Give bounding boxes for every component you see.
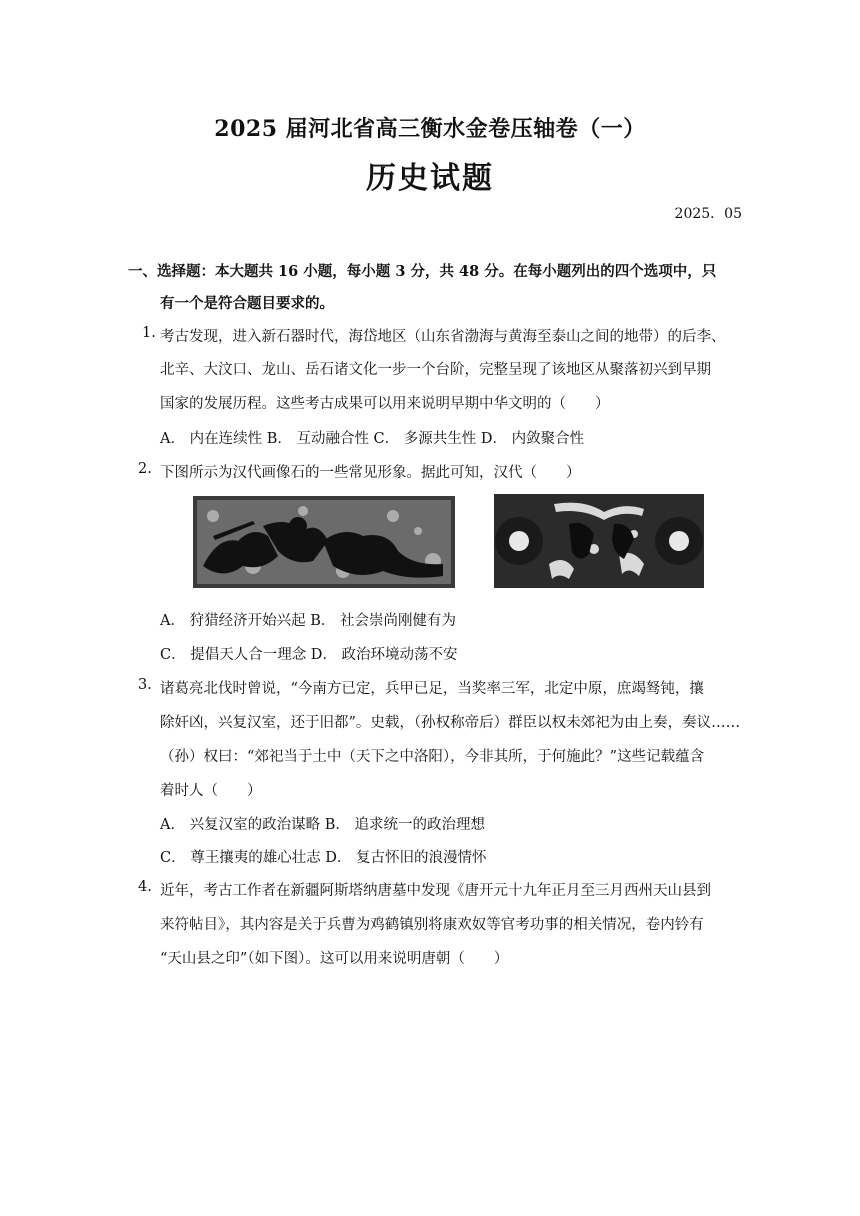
question-3-line1: 诸葛亮北伐时曾说，“今南方已定，兵甲已足，当奖率三军，北定中原，庶竭驽钝，攘 xyxy=(160,681,704,697)
question-3-options-line1: A． 兴复汉室的政治谋略 B． 追求统一的政治理想 xyxy=(160,817,485,833)
exam-subject-title: 历史试题 xyxy=(366,161,494,196)
question-4-number: 4. xyxy=(138,879,152,895)
section-heading-line1: 一、选择题：本大题共 16 小题，每小题 3 分，共 48 分。在每小题列出的四个选项中，只 xyxy=(128,263,717,280)
question-2-options-line2: C． 提倡天人合一理念 D． 政治环境动荡不安 xyxy=(160,647,458,663)
question-1-line2: 北辛、大汶口、龙山、岳石诸文化一步一个台阶，完整呈现了该地区从聚落初兴到早期 xyxy=(160,362,711,378)
question-2-line1: 下图所示为汉代画像石的一些常见形象。据此可知，汉代（ ） xyxy=(160,465,581,481)
section-heading-line2: 有一个是符合题目要求的。 xyxy=(160,295,334,312)
exam-title: 2025 届河北省高三衡水金卷压轴卷（一） xyxy=(214,116,646,142)
question-3-line4: 着时人（ ） xyxy=(160,783,262,799)
question-1-line1: 考古发现，进入新石器时代，海岱地区（山东省渤海与黄海至泰山之间的地带）的后李、 xyxy=(160,329,726,345)
question-1-options: A． 内在连续性 B． 互动融合性 C． 多源共生性 D． 内敛聚合性 xyxy=(160,431,585,447)
han-stone-relief-hunting-icon xyxy=(193,496,455,588)
section-heading xyxy=(128,256,738,320)
question-3-options-line2: C． 尊王攘夷的雄心壮志 D． 复古怀旧的浪漫情怀 xyxy=(160,850,487,866)
question-4-line1: 近年，考古工作者在新疆阿斯塔纳唐墓中发现《唐开元十九年正月至三月西州天山县到 xyxy=(160,883,711,899)
question-2-options-line1: A． 狩猎经济开始兴起 B． 社会崇尚刚健有为 xyxy=(160,613,456,629)
question-4-line3: “天山县之印”（如下图）。这可以用来说明唐朝（ ） xyxy=(160,951,509,967)
question-2-number: 2. xyxy=(138,461,152,477)
question-3-number: 3. xyxy=(138,677,152,693)
question-1-line3: 国家的发展历程。这些考古成果可以用来说明早期中华文明的（ ） xyxy=(160,396,610,412)
exam-date: 2025．05 xyxy=(674,206,742,222)
question-3-line3: （孙）权曰：“郊祀当于土中（天下之中洛阳），今非其所，于何施此？”这些记载蕴含 xyxy=(160,749,705,765)
question-1-number: 1. xyxy=(142,325,156,341)
han-stone-relief-figures-icon xyxy=(494,494,704,588)
question-4-line2: 来符帖目》，其内容是关于兵曹为鸡鹤镇别将康欢奴等官考功事的相关情况，卷内钤有 xyxy=(160,917,704,933)
question-3-line2: 除奸凶，兴复汉室，还于旧都”。史载，（孙权称帝后）群臣以权未郊祀为由上奏，奏议…… xyxy=(160,715,741,731)
